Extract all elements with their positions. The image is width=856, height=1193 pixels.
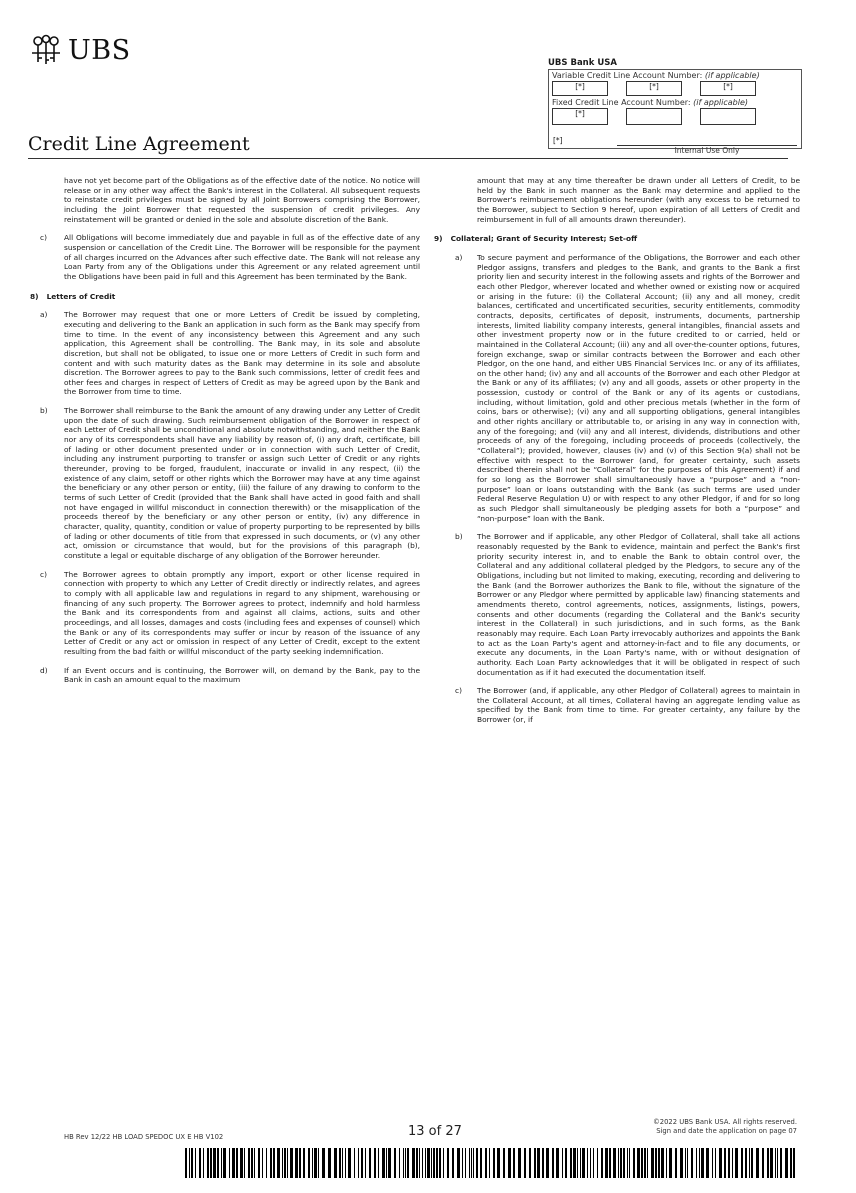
extra-cell: [*] [553,136,563,145]
barcode-bar [203,1148,204,1178]
barcode-bar [318,1148,319,1178]
barcode-bar [322,1148,325,1178]
barcode-bar [724,1148,726,1178]
barcode-bar [756,1148,759,1178]
barcode-bar [609,1148,611,1178]
barcode-bar [565,1148,567,1178]
barcode-bar [382,1148,385,1178]
barcode-bar [644,1148,646,1178]
barcode-bar [210,1148,212,1178]
barcode-bar [745,1148,747,1178]
barcode-bar [223,1148,226,1178]
barcode-bar [273,1148,275,1178]
barcode-bar [503,1148,505,1178]
barcode-bar [270,1148,272,1178]
barcode-bar [728,1148,730,1178]
barcode-bar [412,1148,415,1178]
barcode-bar [735,1148,738,1178]
barcode-bar [570,1148,572,1178]
barcode-bar [348,1148,351,1178]
barcode-bar [627,1148,628,1178]
barcode-bar [399,1148,400,1178]
barcode [185,1148,797,1178]
clause-letter: d) [40,665,48,675]
barcode-bar [749,1148,750,1178]
fixed-cell-3[interactable] [700,108,756,125]
clause-letter: c) [40,233,47,243]
barcode-bar [221,1148,222,1178]
barcode-bar [290,1148,293,1178]
clause-text: The Borrower may request that one or more Letters of Credit be issued by completing, executing and delivering to the Bank an application in such form as the Bank may specify from time to time. In the event of any inconsistency between this Agreement and any such application, this Agreement shall be controlling. The Bank may, in its sole and absolute discretion, but shall not be obligated, to issue one or more Letters of Credit in such form and content and with such maturity dates as the Bank may determine in its sole and absolute discretion. The Borrower agrees to pay to the Bank such commissions, letter of credit fees and other fees and charges in respect of Letters of Credit as may be agreed upon by the Bank and the Borrower from time to time. [64,310,420,397]
barcode-bar [529,1148,531,1178]
clause-9c [435,686,800,725]
barcode-bar [358,1148,359,1178]
barcode-bar [361,1148,363,1178]
section-number: 9) [434,234,443,244]
barcode-bar [542,1148,544,1178]
barcode-bar [277,1148,280,1178]
barcode-bar [207,1148,209,1178]
copyright: ©2022 UBS Bank USA. All rights reserved. [652,1118,797,1126]
barcode-bar [658,1148,660,1178]
barcode-bar [378,1148,379,1178]
barcode-bar [715,1148,716,1178]
barcode-bar [493,1148,495,1178]
barcode-bar [701,1148,704,1178]
barcode-bar [452,1148,454,1178]
barcode-bar [741,1148,743,1178]
barcode-bar [785,1148,788,1178]
barcode-bar [303,1148,305,1178]
fixed-account-cells [552,108,798,125]
barcode-bar [312,1148,313,1178]
barcode-bar [439,1148,441,1178]
barcode-bar [732,1148,733,1178]
barcode-bar [328,1148,331,1178]
right-column [435,176,800,734]
barcode-bar [685,1148,686,1178]
barcode-bar [314,1148,317,1178]
barcode-bar [661,1148,664,1178]
barcode-bar [262,1148,263,1178]
clause-8b [30,406,420,561]
clause-letter: a) [40,310,48,320]
barcode-bar [775,1148,776,1178]
sign-note: Sign and date the application on page 07 [656,1127,797,1135]
section-title: Collateral; Grant of Security Interest; Set-off [450,234,638,244]
barcode-bar [427,1148,430,1178]
barcode-bar [425,1148,426,1178]
barcode-bar [613,1148,616,1178]
barcode-bar [767,1148,769,1178]
barcode-bar [232,1148,235,1178]
barcode-bar [629,1148,630,1178]
barcode-bar [419,1148,420,1178]
barcode-bar [508,1148,511,1178]
barcode-bar [282,1148,283,1178]
barcode-bar [403,1148,404,1178]
barcode-bar [793,1148,795,1178]
barcode-bar [680,1148,683,1178]
fixed-account-label [552,98,798,107]
barcode-bar [240,1148,243,1178]
barcode-bar [345,1148,346,1178]
barcode-bar [386,1148,387,1178]
form-code: HB Rev 12/22 HB LOAD SPEDOC UX E HB V102 [64,1133,224,1141]
barcode-bar [405,1148,406,1178]
barcode-bar [590,1148,591,1178]
barcode-bar [443,1148,444,1178]
barcode-bar [469,1148,470,1178]
barcode-bar [195,1148,196,1178]
barcode-bar [199,1148,201,1178]
barcode-bar [485,1148,487,1178]
barcode-bar [436,1148,438,1178]
barcode-bar [185,1148,187,1178]
left-column [30,176,420,694]
barcode-bar [465,1148,466,1178]
clause-7c [30,233,420,281]
variable-cell-1[interactable]: [*] [552,81,608,96]
barcode-bar [518,1148,521,1178]
clause-8d [30,666,420,685]
barcode-bar [299,1148,301,1178]
barcode-bar [790,1148,792,1178]
barcode-bar [706,1148,709,1178]
barcode-bar [334,1148,337,1178]
clause-letter: a) [455,252,463,262]
page-number: 13 of 27 [408,1124,462,1139]
barcode-bar [577,1148,578,1178]
barcode-bar [213,1148,216,1178]
barcode-bar [266,1148,267,1178]
continuation-paragraph: have not yet become part of the Obligations as of the effective date of the notice. No notice will release or in any other way affect the Bank's interest in the Collateral. All subsequent requests to reinstate credit privileges must be signed by all Joint Borrowers comprising the Borrower, including the Joint Borrower that requested the suspension of credit privileges. Any reinstatement will be granted or denied in the sole and absolute discretion of the Bank. [64,176,420,224]
barcode-bar [587,1148,588,1178]
clause-text: The Borrower (and, if applicable, any other Pledgor of Collateral) agrees to maintain in the Collateral Account, at all times, Collateral having an aggregate lending value as specified by the Bank from time to time. For greater certainty, any failure by the Borrower (or, if [477,686,800,725]
clause-text: To secure payment and performance of the Obligations, the Borrower and each other Pledgor assigns, transfers and pledges to the Bank, and grants to the Bank a first priority lien and security interest in the following assets and rights of the Borrower and each other Pledgor, wherever located and whether owned or existing now or acquired or arising in the future: (i) the Collateral Account; (ii) any and all money, credit balances, certificated and uncertificated securities, security entitlements, commodity contracts, deposits, certificates of deposit, instruments, documents, partnership interests, limited liability company interests, general intangibles, financial assets and other investment property now or in the future credited to or carried, held or maintained in the Collateral Account; (iii) any and all over-the-counter options, futures, foreign exchange, swap or similar contracts between the Borrower and each other Pledgor, on the one hand, and either UBS Financial Services Inc. or any of its affiliates, on the other hand; (iv) any and all accounts of the Borrower and each other Pledgor at the Bank or any of its affiliates; (v) any and all goods, assets or other property in the possession, custody or control of the Bank or any of its agents or custodians, including, without limitation, gold and other precious metals (whether in the form of coins, bars or otherwise); (vi) any and all supporting obligations, general intangibles and other rights ancillary or attributable to, or arising in any way in connection with, any of the foregoing; and (vii) any and all interest, dividends, distributions and other proceeds of any of the foregoing, including proceeds of proceeds (collectively, the “Collateral”); provided, however, clauses (iv) and (v) of this Section 9(a) shall not be effective with respect to the Borrower (and, for greater certainty, such assets described therein shall not be “Collateral” for the purposes of this Agreement) if and for so long as the Borrower shall simultaneously have a “purpose” and a “non-purpose” loan or loans outstanding with the Bank (as such terms are used under Federal Reserve Regulation U) or with respect to any other Pledgor, if and for so long as such Pledgor shall simultaneously be pledging assets for both a “purpose” and “non-purpose” loan with the Bank. [477,252,800,523]
clause-text: If an Event occurs and is continuing, the Borrower will, on demand by the Bank, pay to the Bank in cash an amount equal to the maximum [64,665,420,685]
document-title: Credit Line Agreement [28,133,250,155]
barcode-bar [191,1148,193,1178]
barcode-bar [489,1148,490,1178]
variable-cell-2[interactable]: [*] [626,81,682,96]
barcode-bar [369,1148,371,1178]
barcode-bar [433,1148,435,1178]
ubs-keys-icon [28,34,64,66]
barcode-bar [675,1148,677,1178]
internal-use-label: Internal Use Only [674,146,740,155]
barcode-bar [623,1148,625,1178]
barcode-bar [476,1148,478,1178]
fixed-note: (if applicable) [693,98,749,107]
account-fields [548,69,802,155]
variable-account-label [552,71,798,80]
barcode-bar [497,1148,500,1178]
barcode-bar [618,1148,619,1178]
barcode-bar [537,1148,540,1178]
barcode-bar [248,1148,250,1178]
barcode-bar [308,1148,310,1178]
barcode-bar [770,1148,773,1178]
ubs-logo [28,34,131,66]
barcode-bar [462,1148,463,1178]
barcode-bar [471,1148,472,1178]
barcode-bar [374,1148,376,1178]
barcode-bar [480,1148,482,1178]
clause-8a [30,310,420,397]
barcode-bar [339,1148,341,1178]
barcode-bar [236,1148,238,1178]
fixed-cell-1[interactable]: [*] [552,108,608,125]
barcode-bar [605,1148,608,1178]
barcode-bar [573,1148,576,1178]
barcode-bar [354,1148,355,1178]
barcode-bar [388,1148,391,1178]
barcode-bar [287,1148,288,1178]
barcode-bar [365,1148,366,1178]
barcode-bar [284,1148,286,1178]
clause-letter: c) [455,686,462,696]
barcode-bar [580,1148,581,1178]
barcode-bar [593,1148,594,1178]
barcode-bar [637,1148,640,1178]
variable-cell-3[interactable]: [*] [700,81,756,96]
barcode-bar [641,1148,643,1178]
barcode-bar [534,1148,536,1178]
variable-label-text: Variable Credit Line Account Number: [552,71,703,80]
barcode-bar [546,1148,549,1178]
barcode-bar [699,1148,700,1178]
barcode-bar [687,1148,688,1178]
account-number-box [548,58,802,155]
barcode-bar [633,1148,635,1178]
barcode-bar [666,1148,667,1178]
barcode-bar [342,1148,343,1178]
barcode-bar [407,1148,409,1178]
barcode-bar [601,1148,603,1178]
barcode-bar [457,1148,460,1178]
clause-text: The Borrower shall reimburse to the Bank the amount of any drawing under any Letter of Credit upon the date of such drawing. Such reimbursement obligation of the Borrower in respect of each Letter of Credit shall be unconditional and absolute notwithstanding, and neither the Bank nor any of its correspondents shall have any liability by reason of, (i) any draft, certificate, bill of lading or other document presented under or in connection with such Letter of Credit, including any instrument purporting to transfer or assign such Letter of Credit or any rights thereunder, proving to be forged, fraudulent, inaccurate or invalid in any respect, (ii) the existence of any claim, setoff or other rights which the Borrower may have at any time against the beneficiary or any other person or entity, (iii) the failure of any drawing to conform to the terms of such Letter of Credit (provided that the Bank shall have acted in good faith and shall not have engaged in willful misconduct in connection therewith) or the misapplication of the proceeds thereof by the beneficiary or any other person or entity, (iv) any difference in character, quality, quantity, condition or value of property purporting to be represented by bills of lading or other documents of title from that expressed in such documents, or (v) any other act, omission or circumstance that would, but for the provisions of this paragraph (b), constitute a legal or equitable discharge of any obligation of the Borrower hereunder. [64,406,420,560]
barcode-bar [751,1148,753,1178]
barcode-bar [582,1148,585,1178]
barcode-bar [719,1148,722,1178]
barcode-bar [712,1148,713,1178]
clause-letter: b) [455,532,463,542]
barcode-bar [669,1148,672,1178]
variable-account-cells [552,81,798,96]
barcode-bar [416,1148,418,1178]
barcode-bar [447,1148,449,1178]
barcode-bar [229,1148,230,1178]
clause-letter: c) [40,569,47,579]
clause-9b [435,532,800,677]
title-divider [28,158,788,159]
barcode-bar [780,1148,782,1178]
barcode-bar [513,1148,515,1178]
barcode-bar [295,1148,298,1178]
logo-text: UBS [68,34,131,66]
clause-text: All Obligations will become immediately due and payable in full as of the effective date of any suspension or cancellation of the Credit Line. The Borrower will be responsible for the payment of all charges incurred on the Advances after such effective date. The Bank will not release any Loan Party from any of the Obligations under this Agreement or any related agreement until the Obligations have been paid in full and this Agreement has been terminated by the Bank. [64,233,420,281]
barcode-bar [217,1148,219,1178]
barcode-bar [394,1148,396,1178]
barcode-bar [473,1148,474,1178]
barcode-bar [422,1148,423,1178]
barcode-bar [244,1148,245,1178]
footer-notes [560,1118,797,1136]
section-8-heading [30,292,420,302]
barcode-bar [431,1148,432,1178]
barcode-bar [655,1148,657,1178]
fixed-cell-2[interactable] [626,108,682,125]
section-number: 8) [30,291,39,301]
continuation-paragraph: amount that may at any time thereafter be drawn under all Letters of Credit, to be held by the Bank in such manner as the Bank may determine and applied to the Borrower's reimbursement obligations hereunder (with any excess to be returned to the Borrower, subject to Section 9 hereof, upon expiration of all Letters of Credit and reimbursement in full of all amounts drawn thereunder). [477,176,800,224]
barcode-bar [562,1148,563,1178]
clause-letter: b) [40,406,48,416]
barcode-bar [189,1148,190,1178]
barcode-bar [777,1148,778,1178]
barcode-bar [552,1148,554,1178]
clause-8c [30,570,420,657]
barcode-bar [762,1148,764,1178]
fixed-label-text: Fixed Credit Line Account Number: [552,98,691,107]
barcode-bar [620,1148,622,1178]
section-title: Letters of Credit [46,291,116,301]
barcode-bar [258,1148,260,1178]
barcode-bar [524,1148,526,1178]
barcode-bar [691,1148,693,1178]
barcode-bar [647,1148,648,1178]
variable-note: (if applicable) [704,71,760,80]
barcode-bar [251,1148,253,1178]
barcode-bar [556,1148,559,1178]
clause-text: The Borrower agrees to obtain promptly any import, export or other license required in connection with property to which any Letter of Credit directly or indirectly relates, and agrees to comply with all applicable law and regulations in regard to any shipment, warehousing or financing of any such property. The Borrower agrees to protect, indemnify and hold harmless the Bank and its correspondents from and against all claims, actions, suits and other proceedings, and all losses, damages and costs (including fees and expenses of counsel) which the Bank or any of its correspondents may suffer or incur by reason of the issuance of any Letter of Credit or any act or omission in respect of any Letter of Credit, except to the extent resulting from the bad faith or willful misconduct of the party seeking indemnification. [64,569,420,656]
barcode-bar [696,1148,697,1178]
clause-text: The Borrower and if applicable, any other Pledgor of Collateral, shall take all actions reasonably requested by the Bank to evidence, maintain and perfect the Bank's first priority security interest in, and to enable the Bank to obtain control over, the Collateral and any additional collateral pledged by the Pledgors, to secure any of the Obligations, including but not limited to making, executing, recording and delivering to the Bank (and the Borrower authorizes the Bank to file, without the signature of the Borrower or any Pledgor where permitted by applicable law) financing statements and amendments thereto, control agreements, notices, assignments, listings, powers, consents and other documents (regarding the Collateral and the Bank's security interest in the Collateral) in such jurisdictions, and in such forms, as the Bank reasonably may require. Each Loan Party irrevocably authorizes and appoints the Bank to act as the Loan Party's agent and attorney-in-fact and to file any documents, or execute any documents, in the Loan Party's name, with or without designation of authority. Each Loan Party acknowledges that it will be obligated in respect of such documentation as if it had executed the documentation itself. [477,532,800,677]
barcode-bar [597,1148,598,1178]
barcode-bar [254,1148,255,1178]
clause-9a [435,253,800,523]
barcode-bar [651,1148,654,1178]
bank-name: UBS Bank USA [548,58,617,68]
section-9-heading [434,234,800,244]
